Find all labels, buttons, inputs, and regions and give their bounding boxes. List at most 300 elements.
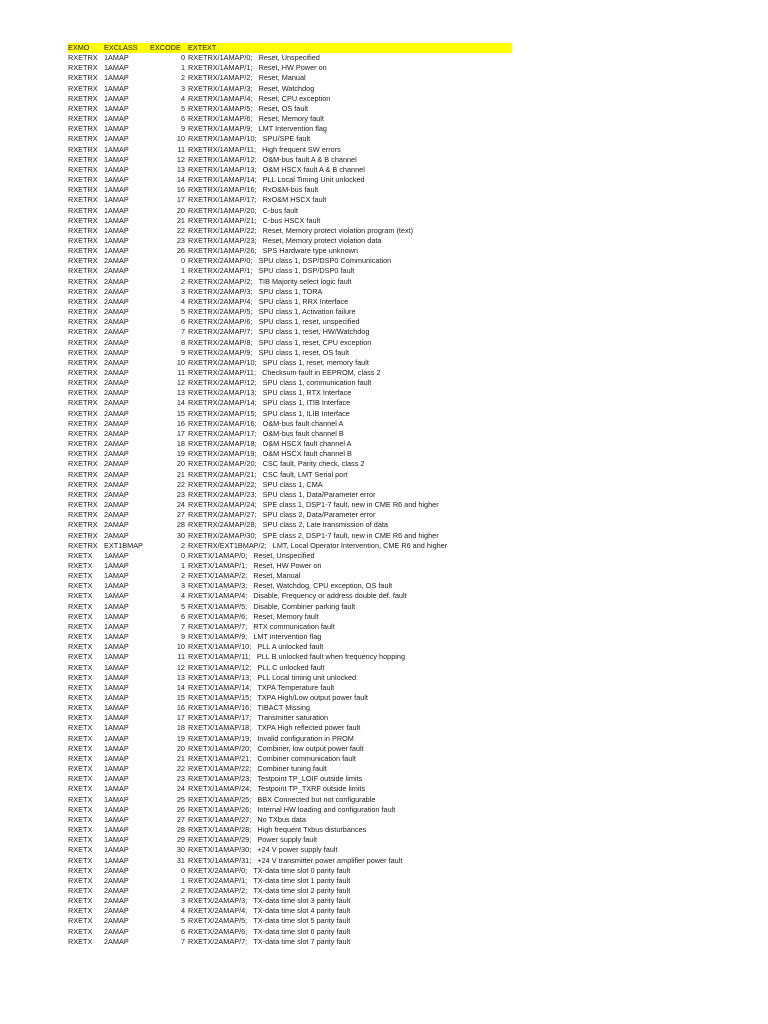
extext-cell <box>188 104 512 114</box>
extext-description: C-bus fault <box>262 205 298 215</box>
exmo-cell: RXETX <box>68 591 93 601</box>
excode-cell: 4 <box>180 906 185 916</box>
extext-code: RXETX/1AMAP/17; <box>188 713 252 723</box>
excode-cell: 0 <box>180 550 185 560</box>
extext-description: O&M-bus fault A & B channel <box>262 154 357 164</box>
exclass-cell: 1AMAP <box>104 774 129 784</box>
exclass-cell: 2AMAP <box>104 896 129 906</box>
extext-code: RXETRX/1AMAP/0; <box>188 53 253 63</box>
table-row <box>68 266 512 276</box>
extext-code: RXETX/2AMAP/3; <box>188 896 248 906</box>
exmo-cell: RXETX <box>68 926 93 936</box>
exclass-cell: 1AMAP <box>104 246 129 256</box>
extext-cell <box>188 195 512 205</box>
extext-description: Disable, Frequency or address double def. fault <box>253 591 407 601</box>
excode-cell: 17 <box>176 713 185 723</box>
extext-description: Disable, Combiner parking fault <box>253 601 356 611</box>
table-row <box>68 439 512 449</box>
exmo-cell: RXETRX <box>68 256 98 266</box>
excode-cell: 16 <box>176 185 185 195</box>
exclass-cell: 1AMAP <box>104 560 129 570</box>
excode-cell: 21 <box>176 469 185 479</box>
exmo-cell: RXETRX <box>68 510 98 520</box>
extext-code: RXETRX/1AMAP/3; <box>188 83 253 93</box>
excode-cell: 10 <box>176 134 185 144</box>
exclass-cell: 2AMAP <box>104 388 129 398</box>
excode-cell: 4 <box>180 93 185 103</box>
excode-cell: 2 <box>180 571 185 581</box>
excode-cell: 15 <box>176 408 185 418</box>
exmo-cell: RXETX <box>68 855 93 865</box>
exmo-cell: RXETRX <box>68 398 98 408</box>
extext-code: RXETX/1AMAP/20; <box>188 743 252 753</box>
extext-code: RXETRX/1AMAP/5; <box>188 103 253 113</box>
exmo-cell: RXETRX <box>68 368 98 377</box>
table-row <box>68 581 512 591</box>
exclass-cell: 2AMAP <box>104 916 129 926</box>
extext-code: RXETRX/1AMAP/9; <box>188 124 253 134</box>
extext-code: RXETRX/1AMAP/6; <box>188 114 253 124</box>
exmo-cell: RXETX <box>68 753 93 763</box>
extext-description: TX-data time slot 6 parity fault <box>253 926 351 936</box>
extext-cell <box>188 774 512 784</box>
table-row <box>68 145 512 155</box>
extext-code: RXETX/2AMAP/5; <box>188 916 248 926</box>
extext-description: Reset, HW Power on <box>258 63 327 73</box>
extext-description: SPU class 1, reset, memory fault <box>262 357 369 367</box>
extext-description: High frequent SW errors <box>262 144 341 154</box>
exmo-cell: RXETRX <box>68 479 98 489</box>
extext-description: TXPA High/Low output power fault <box>257 693 368 702</box>
exmo-cell: RXETRX <box>68 154 98 164</box>
extext-description: SPU class 1, DSP/DSP0 Communication <box>258 256 392 266</box>
excode-cell: 27 <box>176 510 185 520</box>
extext-code: RXETRX/2AMAP/9; <box>188 347 253 357</box>
exmo-cell: RXETRX <box>68 175 98 185</box>
extext-cell <box>188 226 512 236</box>
table-row <box>68 459 512 469</box>
extext-code: RXETRX/1AMAP/16; <box>188 185 257 195</box>
exmo-cell: RXETRX <box>68 408 98 418</box>
extext-description: SPU class 2, Data/Parameter error <box>262 510 376 520</box>
extext-cell <box>188 856 512 866</box>
extext-code: RXETX/1AMAP/18; <box>188 723 252 733</box>
exclass-cell: 1AMAP <box>104 73 129 83</box>
exmo-cell: RXETRX <box>68 164 98 174</box>
extext-code: RXETRX/2AMAP/13; <box>188 388 257 398</box>
table-row <box>68 652 512 662</box>
exmo-cell: RXETX <box>68 571 93 581</box>
extext-cell <box>188 348 512 358</box>
exmo-cell: RXETRX <box>68 63 98 73</box>
table-row <box>68 256 512 266</box>
extext-code: RXETRX/2AMAP/14; <box>188 398 257 408</box>
extext-code: RXETRX/1AMAP/20; <box>188 205 257 215</box>
table-row <box>68 774 512 784</box>
excode-cell: 16 <box>176 418 185 428</box>
extext-cell <box>188 744 512 754</box>
extext-code: RXETRX/1AMAP/23; <box>188 235 257 245</box>
extext-description: Reset, Memory fault <box>258 114 324 124</box>
extext-description: Checksum fault in EEPROM, class 2 <box>262 368 381 377</box>
extext-cell <box>188 266 512 276</box>
extext-cell <box>188 155 512 165</box>
table-row <box>68 673 512 683</box>
table-row <box>68 825 512 835</box>
extext-cell <box>188 236 512 246</box>
exclass-cell: 1AMAP <box>104 53 129 63</box>
exmo-cell: RXETX <box>68 713 93 723</box>
excode-cell: 4 <box>180 296 185 306</box>
extext-code: RXETRX/1AMAP/22; <box>188 225 257 235</box>
excode-cell: 1 <box>180 266 185 276</box>
excode-cell: 21 <box>176 753 185 763</box>
extext-cell <box>188 581 512 591</box>
extext-cell <box>188 571 512 581</box>
exmo-cell: RXETX <box>68 733 93 743</box>
extext-code: RXETRX/2AMAP/11; <box>188 368 256 377</box>
table-row <box>68 602 512 612</box>
excode-cell: 21 <box>176 215 185 225</box>
extext-description: Testpoint TP_LOIF outside limits <box>257 774 363 784</box>
excode-cell: 17 <box>176 428 185 438</box>
table-row <box>68 206 512 216</box>
exclass-cell: 1AMAP <box>104 632 129 642</box>
extext-description: TX-data time slot 1 parity fault <box>253 875 351 885</box>
table-row <box>68 53 512 63</box>
exmo-cell: RXETRX <box>68 418 98 428</box>
table-row <box>68 419 512 429</box>
extext-code: RXETRX/2AMAP/0; <box>188 256 253 266</box>
extext-cell <box>188 531 512 541</box>
table-row <box>68 541 512 551</box>
exclass-cell: 1AMAP <box>104 601 129 611</box>
extext-code: RXETX/1AMAP/25; <box>188 794 252 804</box>
extext-description: PLL B unlocked fault when frequency hopping <box>256 652 406 662</box>
exclass-cell: 1AMAP <box>104 713 129 723</box>
exmo-cell: RXETRX <box>68 144 98 154</box>
excode-cell: 7 <box>180 621 185 631</box>
excode-cell: 2 <box>180 540 185 550</box>
extext-code: RXETX/1AMAP/7; <box>188 621 248 631</box>
exclass-cell: 1AMAP <box>104 581 129 591</box>
extext-code: RXETX/2AMAP/6; <box>188 926 248 936</box>
table-row <box>68 84 512 94</box>
table-row <box>68 449 512 459</box>
extext-cell <box>188 906 512 916</box>
exclass-cell: 1AMAP <box>104 672 129 682</box>
extext-cell <box>188 713 512 723</box>
table-row <box>68 622 512 632</box>
table-row <box>68 124 512 134</box>
exmo-cell: RXETX <box>68 601 93 611</box>
exclass-cell: 1AMAP <box>104 93 129 103</box>
extext-cell <box>188 409 512 419</box>
table-row <box>68 551 512 561</box>
excode-cell: 26 <box>176 804 185 814</box>
extext-description: Combiner, low output power fault <box>257 743 364 753</box>
exclass-cell: 1AMAP <box>104 804 129 814</box>
extext-description: SPU/SPE fault <box>262 134 311 144</box>
exmo-cell: RXETX <box>68 632 93 642</box>
exmo-cell: RXETRX <box>68 357 98 367</box>
extext-code: RXETRX/1AMAP/4; <box>188 93 253 103</box>
extext-description: TX-data time slot 3 parity fault <box>253 896 351 906</box>
extext-cell <box>188 287 512 297</box>
excode-cell: 4 <box>180 591 185 601</box>
exclass-cell: 2AMAP <box>104 906 129 916</box>
exmo-cell: RXETX <box>68 814 93 824</box>
extext-description: RTX communication fault <box>253 621 335 631</box>
extext-cell <box>188 185 512 195</box>
table-row <box>68 134 512 144</box>
table-row <box>68 815 512 825</box>
exmo-cell: RXETRX <box>68 225 98 235</box>
exmo-cell: RXETRX <box>68 296 98 306</box>
extext-code: RXETRX/2AMAP/22; <box>188 479 257 489</box>
table-row <box>68 368 512 378</box>
extext-cell <box>188 84 512 94</box>
extext-cell <box>188 459 512 469</box>
excode-cell: 7 <box>180 936 185 946</box>
exmo-cell: RXETX <box>68 936 93 946</box>
exmo-cell: RXETX <box>68 885 93 895</box>
table-row <box>68 348 512 358</box>
excode-cell: 12 <box>176 378 185 388</box>
excode-cell: 14 <box>176 682 185 692</box>
extext-cell <box>188 439 512 449</box>
extext-code: RXETRX/1AMAP/11; <box>188 144 256 154</box>
exclass-cell: 2AMAP <box>104 530 129 540</box>
extext-cell <box>188 490 512 500</box>
extext-code: RXETRX/2AMAP/30; <box>188 530 257 540</box>
exclass-cell: 1AMAP <box>104 164 129 174</box>
table-row <box>68 754 512 764</box>
table-row <box>68 876 512 886</box>
extext-description: TX-data time slot 0 parity fault <box>253 865 351 875</box>
extext-description: PLL C unlocked fault <box>257 662 325 672</box>
exmo-cell: RXETRX <box>68 307 98 317</box>
exmo-cell: RXETX <box>68 764 93 774</box>
extext-code: RXETRX/2AMAP/19; <box>188 449 257 459</box>
column-header-extext: EXTEXT <box>188 43 512 53</box>
extext-cell <box>188 63 512 73</box>
exmo-cell: RXETRX <box>68 459 98 469</box>
exclass-cell: 1AMAP <box>104 693 129 702</box>
extext-description: High frequent Txbus disturbances <box>257 825 367 835</box>
extext-code: RXETX/1AMAP/24; <box>188 784 252 794</box>
excode-cell: 28 <box>176 520 185 530</box>
extext-description: C-bus HSCX fault <box>262 215 321 225</box>
table-row <box>68 378 512 388</box>
exmo-cell: RXETRX <box>68 195 98 205</box>
exclass-cell: 2AMAP <box>104 357 129 367</box>
extext-cell <box>188 246 512 256</box>
extext-description: RxO&M HSCX fault <box>262 195 327 205</box>
extext-description: Invalid configuration in PROM <box>257 733 354 743</box>
exmo-cell: RXETRX <box>68 428 98 438</box>
extext-code: RXETX/1AMAP/15; <box>188 693 252 702</box>
exclass-cell: 2AMAP <box>104 926 129 936</box>
table-row <box>68 520 512 530</box>
exclass-cell: 1AMAP <box>104 63 129 73</box>
exmo-cell: RXETRX <box>68 286 98 296</box>
excode-cell: 18 <box>176 439 185 449</box>
extext-code: RXETX/1AMAP/9; <box>188 632 248 642</box>
extext-cell <box>188 866 512 876</box>
extext-cell <box>188 795 512 805</box>
excode-cell: 24 <box>176 784 185 794</box>
excode-cell: 25 <box>176 794 185 804</box>
table-row <box>68 500 512 510</box>
table-row <box>68 693 512 703</box>
exclass-cell: 1AMAP <box>104 855 129 865</box>
table-row <box>68 683 512 693</box>
excode-cell: 14 <box>176 398 185 408</box>
extext-description: TX-data time slot 4 parity fault <box>253 906 351 916</box>
exmo-cell: RXETRX <box>68 530 98 540</box>
extext-description: TIB Majority select logic fault <box>258 276 352 286</box>
extext-code: RXETRX/EXT1BMAP/2; <box>188 540 267 550</box>
extext-description: O&M HSCX fault A & B channel <box>262 164 365 174</box>
extext-code: RXETX/2AMAP/7; <box>188 936 248 946</box>
excode-cell: 8 <box>180 337 185 347</box>
extext-description: SPS Hardware type unknown <box>262 246 358 256</box>
extext-description: Reset, Watchdog, CPU exception, OS fault <box>253 581 393 591</box>
excode-cell: 20 <box>176 205 185 215</box>
table-row <box>68 236 512 246</box>
table-row <box>68 185 512 195</box>
table-row <box>68 155 512 165</box>
extext-description: SPU class 1, reset, unspecified <box>258 317 360 327</box>
exclass-cell: 2AMAP <box>104 500 129 510</box>
excode-cell: 22 <box>176 225 185 235</box>
extext-code: RXETRX/2AMAP/24; <box>188 500 257 510</box>
extext-code: RXETX/1AMAP/3; <box>188 581 248 591</box>
exclass-cell: 1AMAP <box>104 703 129 713</box>
extext-code: RXETX/1AMAP/14; <box>188 682 252 692</box>
extext-code: RXETX/2AMAP/0; <box>188 865 248 875</box>
exclass-cell: 1AMAP <box>104 662 129 672</box>
extext-code: RXETRX/2AMAP/3; <box>188 286 253 296</box>
table-row <box>68 470 512 480</box>
extext-description: LMT, Local Operator Intervention, CME R6 and higher <box>272 540 448 550</box>
table-row <box>68 297 512 307</box>
extext-cell <box>188 388 512 398</box>
excode-cell: 19 <box>176 733 185 743</box>
extext-code: RXETX/1AMAP/30; <box>188 845 252 855</box>
extext-description: SPU class 1, reset, HW/Watchdog <box>258 327 370 337</box>
table-row <box>68 784 512 794</box>
table-row <box>68 866 512 876</box>
excode-cell: 20 <box>176 743 185 753</box>
extext-code: RXETX/1AMAP/22; <box>188 764 252 774</box>
extext-cell <box>188 327 512 337</box>
table-row <box>68 916 512 926</box>
exmo-cell: RXETX <box>68 784 93 794</box>
extext-cell <box>188 693 512 703</box>
excode-cell: 24 <box>176 500 185 510</box>
exmo-cell: RXETRX <box>68 337 98 347</box>
excode-cell: 5 <box>180 103 185 113</box>
excode-cell: 9 <box>180 347 185 357</box>
exmo-cell: RXETRX <box>68 246 98 256</box>
exclass-cell: 2AMAP <box>104 296 129 306</box>
exclass-cell: 1AMAP <box>104 733 129 743</box>
extext-cell <box>188 510 512 520</box>
exclass-cell: 1AMAP <box>104 591 129 601</box>
extext-cell <box>188 612 512 622</box>
extext-description: +24 V transmitter power amplifier power fault <box>257 855 403 865</box>
exclass-cell: 2AMAP <box>104 520 129 530</box>
excode-cell: 6 <box>180 114 185 124</box>
extext-code: RXETRX/2AMAP/12; <box>188 378 257 388</box>
extext-code: RXETRX/2AMAP/1; <box>188 266 253 276</box>
extext-cell <box>188 683 512 693</box>
extext-description: SPU class 1, reset, OS fault <box>258 347 350 357</box>
extext-cell <box>188 703 512 713</box>
excode-cell: 7 <box>180 327 185 337</box>
exmo-cell: RXETX <box>68 642 93 652</box>
extext-code: RXETX/1AMAP/11; <box>188 652 251 662</box>
exclass-cell: 2AMAP <box>104 276 129 286</box>
exclass-cell: 1AMAP <box>104 571 129 581</box>
extext-description: RxO&M-bus fault <box>262 185 319 195</box>
table-row <box>68 845 512 855</box>
extext-code: RXETRX/1AMAP/13; <box>188 164 257 174</box>
extext-code: RXETX/1AMAP/5; <box>188 601 248 611</box>
table-row <box>68 927 512 937</box>
extext-cell <box>188 277 512 287</box>
exclass-cell: 2AMAP <box>104 347 129 357</box>
extext-description: SPE class 1, DSP1-7 fault, new in CME R6 and higher <box>262 500 439 510</box>
exmo-cell: RXETX <box>68 621 93 631</box>
table-row <box>68 835 512 845</box>
extext-code: RXETX/2AMAP/2; <box>188 885 248 895</box>
extext-code: RXETRX/1AMAP/26; <box>188 246 257 256</box>
extext-description: SPU class 1, TORA <box>258 286 323 296</box>
exmo-cell: RXETX <box>68 896 93 906</box>
exclass-cell: 1AMAP <box>104 642 129 652</box>
excode-cell: 23 <box>176 235 185 245</box>
table-row <box>68 114 512 124</box>
table-row <box>68 795 512 805</box>
extext-description: O&M HSCX fault channel B <box>262 449 352 459</box>
extext-code: RXETRX/2AMAP/21; <box>188 469 257 479</box>
extext-cell <box>188 378 512 388</box>
table-row <box>68 713 512 723</box>
exclass-cell: 2AMAP <box>104 266 129 276</box>
extext-cell <box>188 835 512 845</box>
exmo-cell: RXETRX <box>68 83 98 93</box>
excode-cell: 13 <box>176 388 185 398</box>
table-row <box>68 398 512 408</box>
extext-cell <box>188 642 512 652</box>
extext-description: LMT Intervention flag <box>258 124 327 134</box>
extext-cell <box>188 175 512 185</box>
extext-code: RXETX/1AMAP/13; <box>188 672 252 682</box>
excode-cell: 20 <box>176 459 185 469</box>
extext-cell <box>188 591 512 601</box>
extext-description: TIBACT Missing <box>257 703 310 713</box>
exclass-cell: 1AMAP <box>104 723 129 733</box>
extext-description: O&M HSCX fault channel A <box>262 439 352 449</box>
extext-code: RXETX/2AMAP/1; <box>188 875 248 885</box>
exclass-cell: 2AMAP <box>104 256 129 266</box>
extext-cell <box>188 927 512 937</box>
extext-cell <box>188 165 512 175</box>
excode-cell: 14 <box>176 175 185 185</box>
